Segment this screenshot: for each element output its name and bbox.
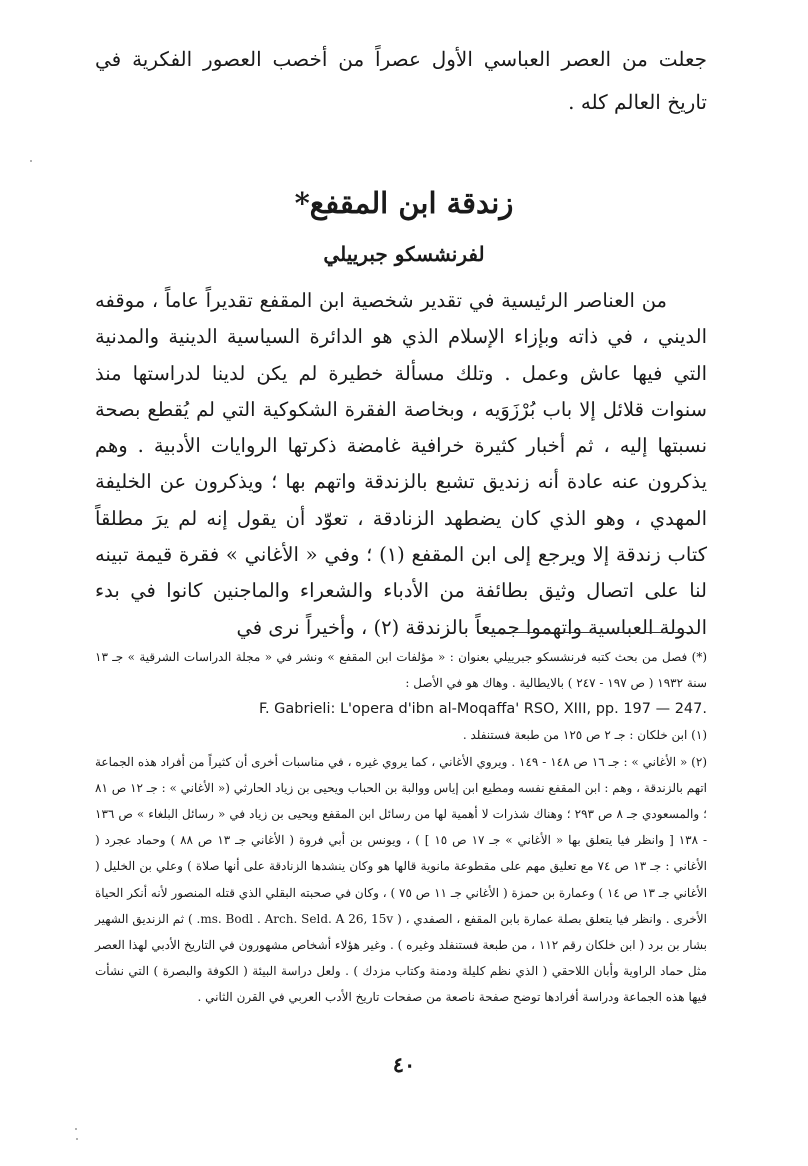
latin-reference: F. Gabrieli: L'opera d'ibn al-Moqaffa' RSO, XIII, pp. 197 — 247. — [258, 701, 707, 718]
scan-speck — [30, 160, 32, 162]
intro-paragraph: جعلت من العصر العباسي الأول عصراً من أخصب العصور الفكرية في تاريخ العالم كله . — [95, 47, 707, 114]
footnote-2: (٢) « الأغاني » : جـ ١٦ ص ١٤٨ - ١٤٩ . ويروي الأغاني ، كما يروي غيره ، في مناسبات أخرى أن كثيراً من أفراد هذه الجماعة اتهم بالزندقة ، وهم : ابن المقفع نفسه ومطيع ابن إياس ووالبة بن الحباب ويحيى بن زياد الحارثي (« الأغاني » : جـ ١٢ ص ٨١ ؛ والمسعودي جـ ٨ ص ٢٩٣ ؛ وهناك شذرات لا أهمية لها من رسائل ابن المقفع ويحيى بن زياد في « رسائل البلغاء » ص ١٣٦ - ١٣٨ [ وانظر فيا يتعلق بها « الأغاني » جـ ١٧ ص ١٥ ] ) ، ويونس بن أبي فروة ( الأغاني جـ ١٣ ص ٨٨ ) وحماد عجرد ( الأغاني : جـ ١٣ ص ٧٤ مع تعليق مهم على مقطوعة مانوية قالها هو وكان ينشدها الزنادقة على أنها صلاة ) وعلي بن الخليل ( الأغاني جـ ١٣ ص ١٤ ) وعمارة بن حمزة ( الأغاني جـ ١١ ص ٧٥ ) ، وكان في صحبته البقلي الذي قتله المنصور لأنه أنكر الحياة الأخرى . وانظر فيا يتعلق بصلة عمارة بابن المقفع ، الصفدي ، ( ms. Bodl . Arch. Seld. A 26, 15v. ) ثم الزنديق الشهير بشار بن برد ( ابن خلكان رقم ١١٢ ، من طبعة فستنفلد وغيره ) . وغير هؤلاء أشخاص مشهورون في التاريخ الأدبي لهذا العصر مثل حماد الراوية وأبان اللاحقي ( الذي نظم كليلة ودمنة وكتاب مزدك ) . ولعل دراسة البيئة ( الكوفة والبصرة ) التي نشأت فيها هذه الجماعة ودراسة أفرادها توضح صفحة ناصعة من صفحات تاريخ الأدب العربي في القرن الثاني . — [95, 754, 708, 1005]
scan-speck — [75, 1128, 77, 1130]
article-body — [95, 283, 707, 646]
scan-speck — [76, 1138, 78, 1140]
page-number: ٤٠ — [392, 1052, 416, 1077]
footnote-separator — [482, 632, 692, 633]
article-title: زندقة ابن المقفع* — [294, 186, 514, 220]
article-author: لفرنشسكو جبرييلي — [323, 242, 485, 266]
footnote-1: (١) ابن خلكان : جـ ٢ ص ١٢٥ من طبعة فستنفلد . — [462, 728, 707, 743]
body-paragraph: من العناصر الرئيسية في تقدير شخصية ابن المقفع تقديراً عاماً ، موقفه الديني ، في ذاته وبإزاء الإسلام الذي هو الدائرة السياسية الدينية والمدنية التي فيها عاش وعمل . وتلك مسألة خطيرة لم يكن لدينا لدراستها منذ سنوات قلائل إلا باب بُرْزَوَيه ، وبخاصة الفقرة الشكوكية التي لم يُقطع بصحة نسبتها إليه ، ثم أخبار كثيرة خرافية غامضة ذكرتها الروايات الأدبية . وهم يذكرون عنه عادة أنه زنديق تشبع بالزندقة واتهم بها ؛ ويذكرون عن الخليفة المهدي ، وهو الذي كان يضطهد الزنادقة ، تعوّد أن يقول إنه لم يرَ مطلقاً كتاب زندقة إلا ويرجع إلى ابن المقفع (١) ؛ وفي « الأغاني » فقرة قيمة تبينه لنا على اتصال وثيق بطائفة من الأدباء والشعراء والماجنين كانوا في بدء الدولة العباسية واتهموا جميعاً بالزندقة (٢) ، وأخيراً نرى في — [95, 289, 707, 639]
footnotes — [95, 644, 707, 1011]
footnote-star: (*) فصل من بحث كتبه فرنشسكو جبرييلي بعنوان : « مؤلفات ابن المقفع » ونشر في « مجلة الدراسات الشرقية » جـ ١٣ سنة ١٩٣٢ ( ص ١٩٧ - ٢٤٧ ) بالايطالية . وهاك هو في الأصل : — [95, 650, 707, 691]
